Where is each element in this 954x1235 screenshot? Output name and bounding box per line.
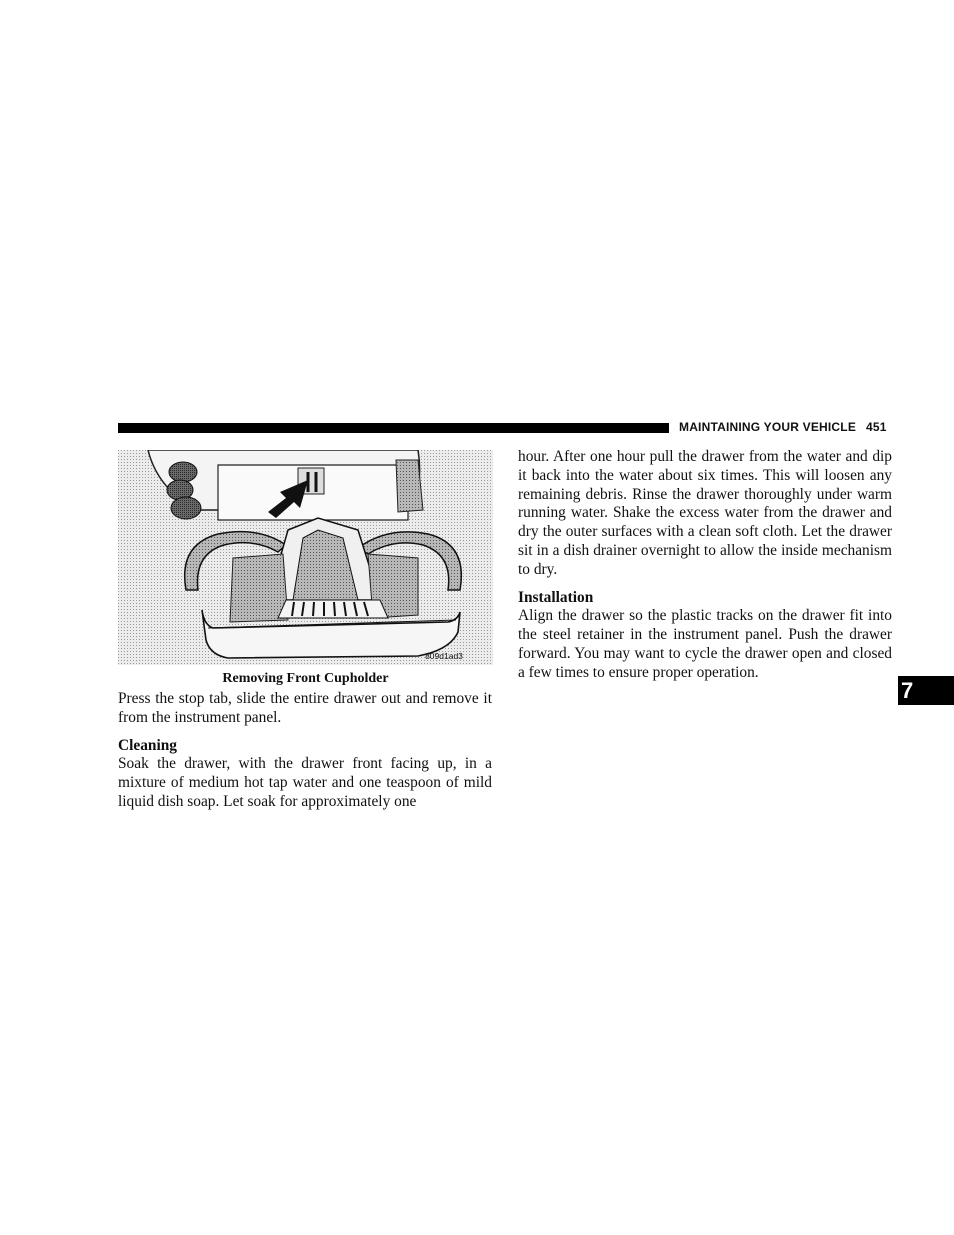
header-rule — [118, 423, 669, 433]
running-header — [679, 420, 887, 434]
right-column — [518, 448, 892, 683]
cupholder-illustration — [118, 450, 493, 665]
heading-installation: Installation — [518, 588, 594, 606]
left-column — [118, 690, 492, 812]
chapter-tab: 7 — [898, 676, 954, 705]
page-number: 451 — [866, 420, 887, 434]
heading-cleaning: Cleaning — [118, 736, 178, 754]
paragraph-rinse-dry: hour. After one hour pull the drawer from the water and dip it back into the water about six times. This will loosen any remaining debris. Rinse the drawer thoroughly under warm running water. Shake the excess water from the drawer and dry the outer surfaces with a clean soft cloth. Let the drawer sit in a dish drainer overnight to allow the inside mechanism to dry. — [518, 448, 892, 578]
figure-caption: Removing Front Cupholder — [222, 671, 389, 686]
paragraph-installation: Align the drawer so the plastic tracks on the drawer fit into the steel retainer in the instrument panel. Push the drawer forward. You may want to cycle the drawer open and closed a few times to ensure proper operation. — [518, 607, 892, 681]
paragraph-cleaning: Soak the drawer, with the drawer front facing up, in a mixture of medium hot tap water and one teaspoon of mild liquid dish soap. Let soak for approximately one — [118, 755, 492, 810]
section-title: MAINTAINING YOUR VEHICLE — [679, 420, 857, 434]
figure-code: 809d1ad3 — [425, 651, 463, 661]
paragraph-remove-drawer: Press the stop tab, slide the entire drawer out and remove it from the instrument panel. — [118, 690, 492, 726]
